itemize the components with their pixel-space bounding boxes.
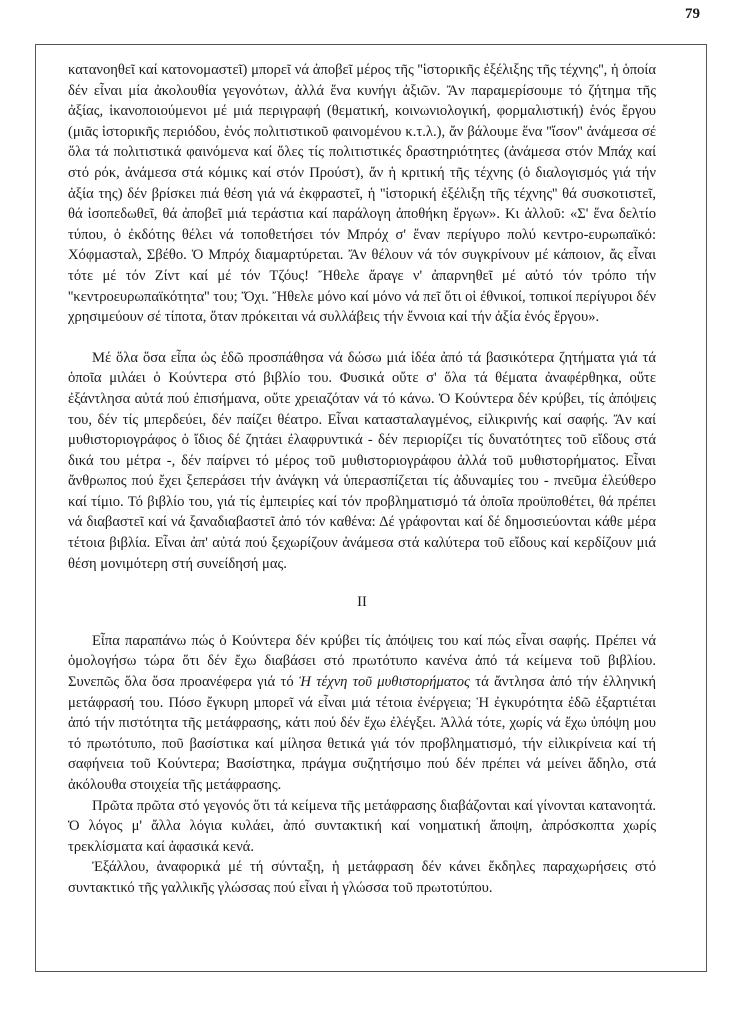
paragraph-3-part-2: τά ἄντλησα ἀπό τήν ἑλληνική μετάφρασή του. Πόσο ἔγκυρη μπορεῖ νά εἶναι μιά τέτοια ἐνέργεια; Ἡ ἐγκυρότητα ἐδῶ ἐξαρτιέται ἀπό τήν πιστότητα τῆς μετάφρασης, κάτι πού δέν ἔχω ἐλέγξει. Ἀλλά τότε, χωρίς νά ἔχω ὑπόψη μου τό πρωτότυπο, ποῦ βασίστικα καί μίλησα θετικά γιά τόν προβληματισμό, τήν εἰλικρίνεια καί τή σαφήνεια τοῦ Κούντερα; Βασίστηκα, πράγμα συζητήσιμο πού δέν πρέπει νά μείνει ἄδηλο, στά ἀκόλουθα στοιχεία τῆς μετάφρασης.	[68, 674, 656, 793]
body-text	[68, 60, 656, 899]
paragraph-4: Πρῶτα πρῶτα στό γεγονός ὅτι τά κείμενα τῆς μετάφρασης διαβάζονται καί γίνονται κατανοητά. Ὁ λόγος μ' ἄλλα λόγια κυλάει, ἀπό συντακτική καί νοηματική ἄποψη, ἀπρόσκοπτα χωρίς τρεκλίσματα καί ἀφασικά κενά.	[68, 797, 656, 855]
paragraph-3-part-1: Εἶπα παραπάνω πώς ὁ Κούντερα δέν κρύβει τίς ἀπόψεις του καί πώς εἶναι σαφής. Πρέπει νά ὁμολογήσω τώρα ὅτι δέν ἔχω διαβάσει στό πρωτότυπο κανένα ἀπό τά κείμενα τοῦ βιβλίου. Συνεπῶς ὅλα ὅσα προανέφερα γιά τό	[68, 632, 656, 691]
paragraph-1: κατανοηθεῖ καί κατονομαστεῖ) μπορεῖ νά ἀποβεῖ μέρος τῆς ''ἱστορικῆς ἐξέλιξης τῆς τέχνης'', ἡ ὁποία δέν εἶναι μία ἀκολουθία γεγονότων, ἀλλά ἕνα κυνήγι ἀξιῶν. Ἄν παραμερίσουμε τό ζήτημα τῆς ἀξίας, ἱκανοποιούμενοι μέ μιά περιγραφή (θεματική, κοινωνιολογική, φορμαλιστική) ἑνός ἔργου (μιᾶς ἱστορικῆς περιόδου, ἑνός πολιτιστικοῦ φαινομένου κ.τ.λ.), ἄν βάλουμε ἕνα ''ἴσον'' ἀνάμεσα σέ ὅλα τά πολιτιστικά φαινόμενα καί ὅλες τίς πολιτιστικές δραστηριότητες (ἀνάμεσα στόν Μπάχ καί στό ρόκ, ἀνάμεσα στά κόμικς καί στόν Προύστ), ἄν ἡ κριτική τῆς τέχνης (ὁ διαλογισμός γιά τήν ἀξία της) δέν βρίσκει πιά θέση γιά νά ἐκφραστεῖ, ἡ ''ἱστορική ἐξέλιξη τῆς τέχνης'' θά συσκοτιστεῖ, θά ἰσοπεδωθεῖ, θά ἀποβεῖ μιά τεράστια καί παράλογη ἀποθήκη ἔργων». Κι ἀλλοῦ: «Σ' ἕνα δελτίο τύπου, ὁ ἐκδότης θέλει νά τοποθετήσει τόν Μπρόχ σ' ἕναν περίγυρο πολύ κεντρο-ευρωπαϊκό: Χόφμασταλ, Σβέθο. Ὁ Μπρόχ διαμαρτύρεται. Ἄν θέλουν νά τόν συγκρίνουν μέ κάποιον, ἄς εἶναι τότε μέ τόν Ζίντ καί μέ τόν Τζόυς! Ἤθελε ἄραγε ν' ἀπαρνηθεῖ μέ αὐτό τόν τρόπο τήν ''κεντροευρωπαϊκότητα'' του; Ὄχι. Ἤθελε μόνο καί μόνο νά πεῖ ὅτι οἱ ἐθνικοί, τοπικοί περίγυροι δέν χρησιμεύουν σέ τίποτα, ὅταν πρόκειται νά συλλάβεις τήν ἔννοια καί τήν ἀξία ἑνός ἔργου».	[68, 62, 656, 326]
section-number: II	[357, 594, 367, 611]
paragraph-2: Μέ ὅλα ὅσα εἶπα ὡς ἐδῶ προσπάθησα νά δώσω μιά ἰδέα ἀπό τά βασικότερα ζητήματα γιά τά ὁποῖα μιλάει ὁ Κούντερα στό βιβλίο του. Φυσικά οὔτε σ' ὅλα τά θέματα ἀναφέρθηκα, οὔτε ἐξάντλησα αὐτά πού ἐπισήμανα, οὔτε χρειαζόταν νά τό κάνω. Ὁ Κούντερα δέν κρύβει, τίς ἀπόψεις του, δέν τίς μπερδεύει, δέν παίζει θέατρο. Εἶναι κατασταλαγμένος, εἰλικρινής καί σαφής. Ἄν καί μυθιστοριογράφος ὁ ἴδιος δέ ζητάει ἐλαφρυντικά - δέν περιορίζει τίς δυνατότητες τοῦ εἴδους στά δικά του μέτρα -, δέν παίρνει τό μέρος τοῦ μυθιστοριογράφου ἀλλά τοῦ μυθιστορήματος. Εἶναι ἄνθρωπος πού ἔχει ξεπεράσει τήν ἀνάγκη νά ὑπερασπίζεται τίς ἀδυναμίες του - πνεῦμα ἐλεύθερο καί τίμιο. Τό βιβλίο του, γιά τίς ἐμπειρίες καί τόν προβληματισμό τά ὁποῖα προϋποθέτει, θά πρέπει νά διαβαστεῖ καί νά ξαναδιαβαστεῖ ἀπό τόν καθένα: Δέ γράφονται καί δέ δημοσιεύονται κάθε μέρα τέτοια βιβλία. Εἶναι ἀπ' αὐτά πού ξεχωρίζουν ἀνάμεσα στά καλύτερα τοῦ εἴδους καί κερδίζουν μιά θέση μονιμότερη στή συνείδησή μας.	[68, 349, 656, 572]
paragraph-3	[68, 631, 656, 796]
page-number: 79	[685, 6, 700, 22]
paragraph-5: Ἐξάλλου, ἀναφορικά μέ τή σύνταξη, ἡ μετάφραση δέν κάνει ἔκδηλες παραχωρήσεις στό συντακτικό τῆς γαλλικῆς γλώσσας πού εἶναι ἡ γλώσσα τοῦ πρωτοτύπου.	[68, 859, 656, 896]
book-title: Ἡ τέχνη τοῦ μυθιστορήματος	[299, 674, 470, 691]
